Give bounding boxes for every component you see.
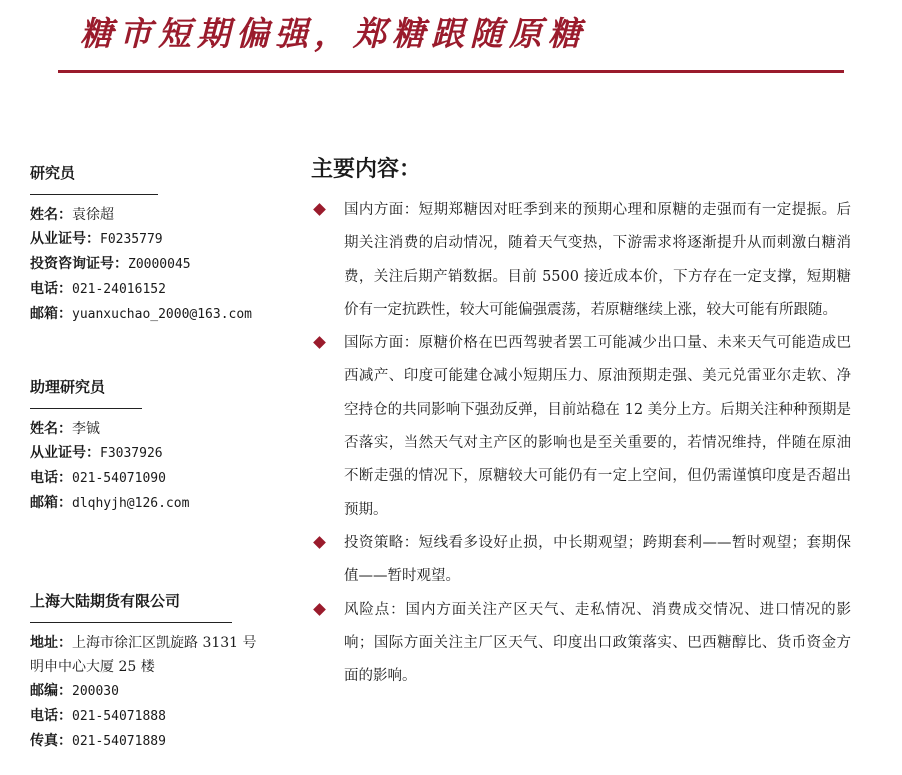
assistant-cert: F3037926 — [100, 446, 163, 461]
assistant-phone: 021-54071090 — [72, 471, 166, 486]
phone-label: 电话： — [30, 281, 72, 297]
researcher-email: yuanxuchao_2000@163.com — [72, 307, 253, 322]
email-label: 邮箱： — [30, 306, 72, 322]
company-postcode-row — [30, 679, 257, 704]
bullet-text: 风险点：国内方面关注产区天气、走私情况、消费成交情况、进口情况的影响；国际方面关注主厂区天气、印度出口政策落实、巴西糖醇比、货币资金方面的影响。 — [344, 601, 851, 685]
researcher-name: 袁徐超 — [72, 207, 114, 223]
bullet-text: 国际方面：原糖价格在巴西驾驶者罢工可能减少出口量、未来天气可能造成巴西减产、印度可能建仓减小短期压力、原油预期走强、美元兑雷亚尔走软、净空持仓的共同影响下强劲反弹，目前站稳在 12 美分上方。后期关注种种预期是否落实，当然天气对主产区的影响也是至关重要的，若情况维持，伴随在原油不断走强的情况下，原糖较大可能仍有一定上空间，但仍需谨慎印度是否超出预期。 — [344, 335, 851, 518]
company-divider — [30, 622, 232, 623]
researcher-phone: 021-24016152 — [72, 282, 166, 297]
company-phone: 021-54071888 — [72, 709, 166, 724]
assistant-phone-row — [30, 466, 189, 491]
list-item-domestic — [311, 194, 851, 327]
main-content-heading: 主要内容： — [311, 156, 422, 182]
company-phone-row — [30, 704, 257, 729]
list-item-strategy — [311, 527, 851, 594]
company-address-row-2 — [30, 655, 257, 679]
name-label: 姓名： — [30, 207, 72, 223]
assistant-name-row — [30, 417, 189, 441]
fax-label: 传真： — [30, 733, 72, 749]
assistant-block — [30, 376, 189, 516]
cert-label: 从业证号： — [30, 445, 100, 461]
researcher-advisory-row — [30, 252, 252, 277]
bullet-text: 国内方面：短期郑糖因对旺季到来的预期心理和原糖的走强而有一定提振。后期关注消费的启动情况，随着天气变热，下游需求将逐渐提升从而刺激白糖消费，关注后期产销数据。目前 5500 接近成本价，下方存在一定支撑，短期糖价有一定抗跌性，较大可能偏强震荡，若原糖继续上涨，较大可能有所跟随。 — [344, 202, 851, 318]
researcher-divider — [30, 194, 158, 195]
company-address-line2: 明申中心大厦 25 楼 — [30, 659, 155, 675]
diamond-bullet-icon — [313, 336, 326, 349]
email-label: 邮箱： — [30, 495, 72, 511]
researcher-heading: 研究员 — [30, 164, 76, 182]
assistant-cert-row — [30, 441, 189, 466]
diamond-bullet-icon — [313, 203, 326, 216]
researcher-cert-row — [30, 227, 252, 252]
main-content-list — [311, 194, 851, 693]
diamond-bullet-icon — [313, 603, 326, 616]
company-address-row — [30, 631, 257, 655]
company-fax-row — [30, 729, 257, 754]
assistant-heading: 助理研究员 — [30, 378, 106, 396]
name-label: 姓名： — [30, 421, 72, 437]
report-title: 糖市短期偏强，郑糖跟随原糖 — [80, 14, 587, 53]
researcher-block — [30, 162, 252, 327]
researcher-email-row — [30, 302, 252, 327]
researcher-cert: F0235779 — [100, 232, 163, 247]
company-block — [30, 590, 257, 754]
title-divider — [58, 70, 844, 73]
list-item-international — [311, 327, 851, 527]
address-label: 地址： — [30, 635, 72, 651]
assistant-email: dlqhyjh@126.com — [72, 496, 190, 511]
cert-label: 从业证号： — [30, 231, 100, 247]
phone-label: 电话： — [30, 470, 72, 486]
phone-label: 电话： — [30, 708, 72, 724]
assistant-divider — [30, 408, 142, 409]
list-item-risk — [311, 594, 851, 694]
researcher-advisory: Z0000045 — [128, 257, 191, 272]
company-postcode: 200030 — [72, 684, 119, 699]
company-address-line1: 上海市徐汇区凯旋路 3131 号 — [72, 635, 257, 651]
assistant-email-row — [30, 491, 189, 516]
postcode-label: 邮编： — [30, 683, 72, 699]
advisory-label: 投资咨询证号： — [30, 256, 128, 272]
bullet-text: 投资策略：短线看多设好止损，中长期观望；跨期套利——暂时观望；套期保值——暂时观望。 — [344, 534, 851, 585]
researcher-phone-row — [30, 277, 252, 302]
researcher-name-row — [30, 203, 252, 227]
company-fax: 021-54071889 — [72, 734, 166, 749]
diamond-bullet-icon — [313, 536, 326, 549]
assistant-name: 李铖 — [72, 421, 100, 437]
company-heading: 上海大陆期货有限公司 — [30, 592, 181, 610]
